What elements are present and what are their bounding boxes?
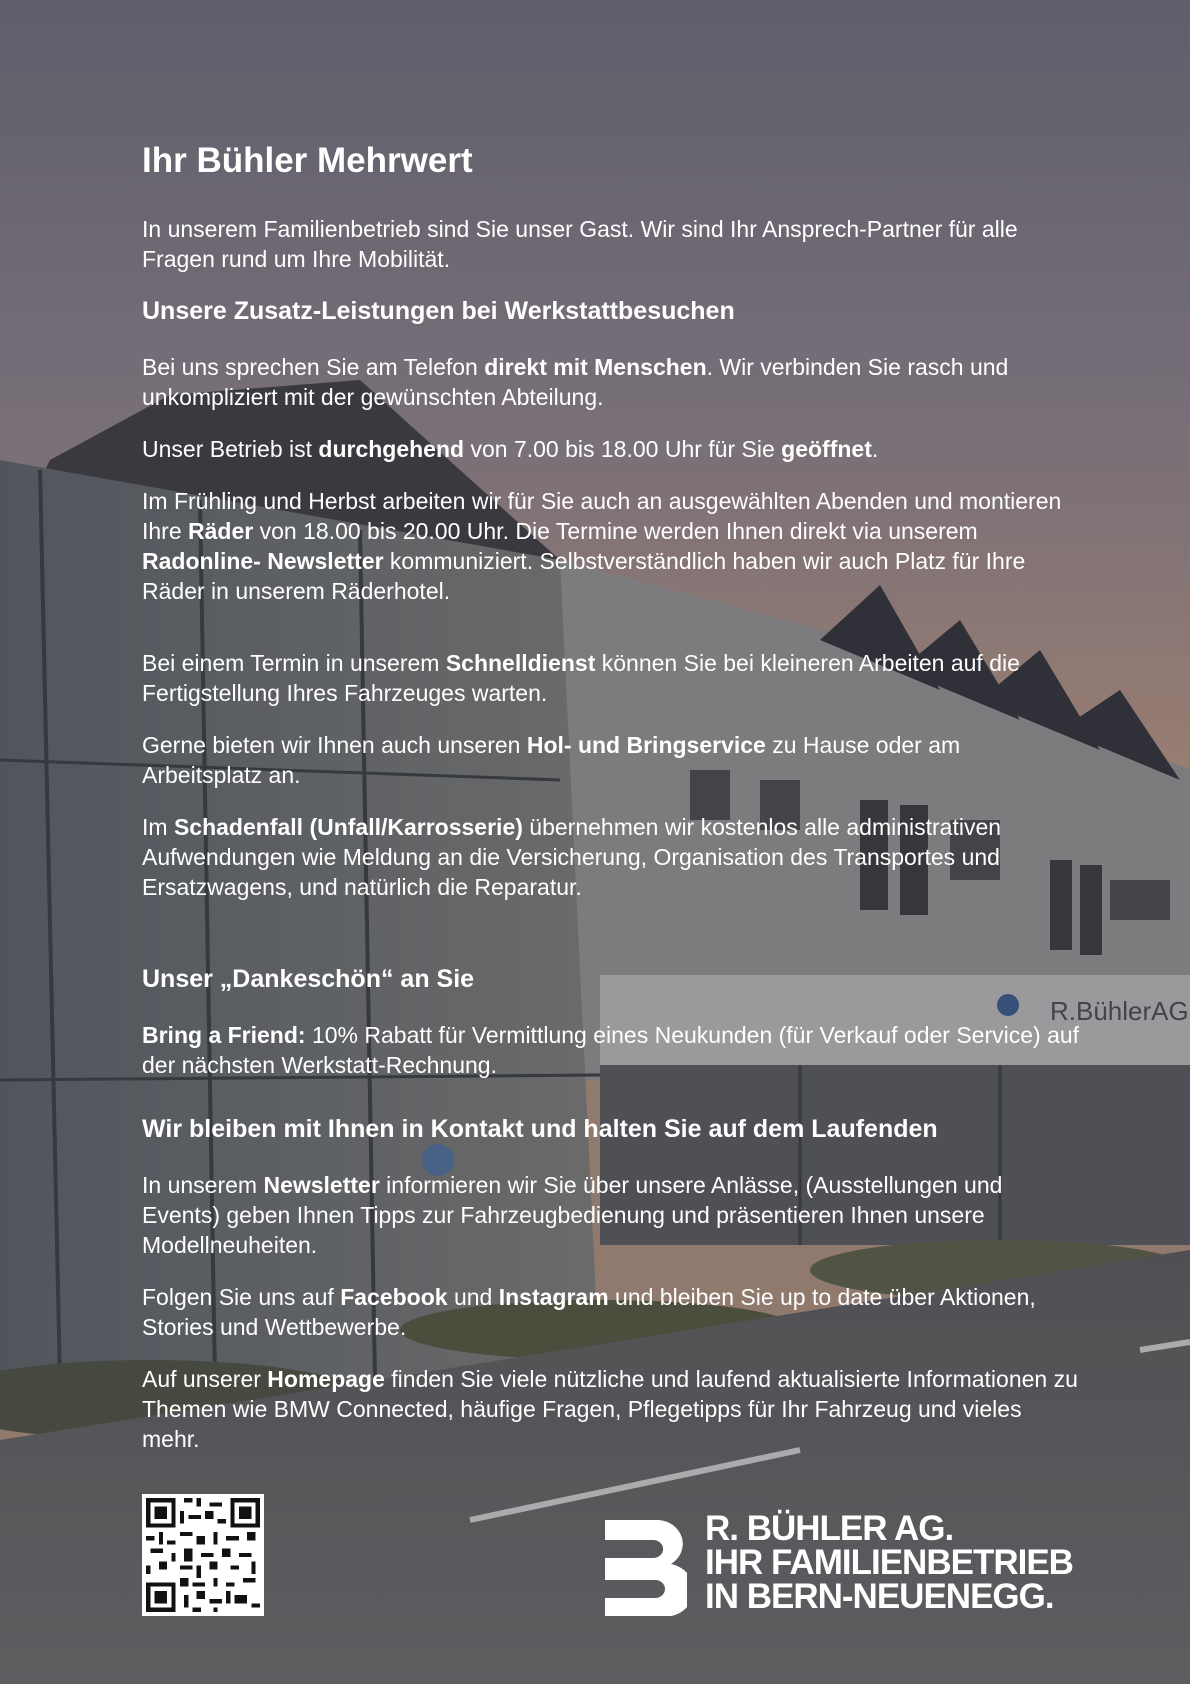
paragraph-newsletter: In unserem Newsletter informieren wir Sie über unsere Anlässe, (Ausstellungen und Events) geben Ihnen Tipps zur Fahrzeugbedienung und präsentieren Ihnen unsere Modellneuheiten. xyxy=(142,1172,1003,1258)
section-title-kontakt: Wir bleiben mit Ihnen in Kontakt und halten Sie auf dem Laufenden xyxy=(142,1115,938,1143)
section-title-dankeschoen: Unser „Dankeschön“ an Sie xyxy=(142,965,475,993)
logo-line-2: IHR FAMILIENBETRIEB xyxy=(705,1543,1073,1582)
qr-code-icon[interactable] xyxy=(142,1494,264,1616)
paragraph-raeder: Im Frühling und Herbst arbeiten wir für Sie auch an ausgewählten Abenden und montieren Ihre Räder von 18.00 bis 20.00 Uhr. Die Termine werden Ihnen direkt via unserem Radonline- Newsletter kommuniziert. Selbstverständlich haben wir auch Platz für Ihre Räder in unserem Räderhotel. xyxy=(142,488,1062,604)
logo-line-3: IN BERN-NEUENEGG. xyxy=(705,1577,1054,1616)
paragraph-bring-a-friend: Bring a Friend: 10% Rabatt für Vermittlung eines Neukunden (für Verkauf oder Service) auf der nächsten Werkstatt-Rechnung. xyxy=(142,1022,1080,1078)
page-title: Ihr Bühler Mehrwert xyxy=(142,141,473,180)
paragraph-schnelldienst: Bei einem Termin in unserem Schnelldienst können Sie bei kleineren Arbeiten auf die Fertigstellung Ihres Fahrzeuges warten. xyxy=(142,650,1020,706)
company-logo xyxy=(605,1509,1085,1616)
paragraph-homepage: Auf unserer Homepage finden Sie viele nützliche und laufend aktualisierte Informationen zu Themen wie BMW Connected, häufige Fragen, Pflegetipps für Ihr Fahrzeug und vieles mehr. xyxy=(142,1366,1078,1452)
paragraph-schadenfall: Im Schadenfall (Unfall/Karrosserie) übernehmen wir kostenlos alle administrativen Aufwendungen wie Meldung an die Versicherung, Organisation des Transportes und Ersatzwagens, und natürlich die Reparatur. xyxy=(142,814,1002,900)
intro-text: In unserem Familienbetrieb sind Sie unser Gast. Wir sind Ihr Ansprech-Partner für alle Fragen rund um Ihre Mobilität. xyxy=(142,216,1018,272)
section-title-zusatzleistungen: Unsere Zusatz-Leistungen bei Werkstattbesuchen xyxy=(142,297,735,325)
paragraph-oeffnungszeiten: Unser Betrieb ist durchgehend von 7.00 bis 18.00 Uhr für Sie geöffnet. xyxy=(142,436,879,462)
building-sign-text: R.BühlerAG xyxy=(1050,996,1189,1026)
b-mark-icon xyxy=(605,1520,687,1616)
main-content xyxy=(142,140,1082,1476)
paragraph-social-media: Folgen Sie uns auf Facebook und Instagram und bleiben Sie up to date über Aktionen, Stories und Wettbewerbe. xyxy=(142,1284,1036,1340)
paragraph-telefon: Bei uns sprechen Sie am Telefon direkt mit Menschen. Wir verbinden Sie rasch und unkompliziert mit der gewünschten Abteilung. xyxy=(142,354,1009,410)
logo-text xyxy=(705,1509,1073,1616)
logo-line-1: R. BÜHLER AG. xyxy=(705,1509,954,1548)
paragraph-bringservice: Gerne bieten wir Ihnen auch unseren Hol- und Bringservice zu Hause oder am Arbeitsplatz an. xyxy=(142,732,961,788)
